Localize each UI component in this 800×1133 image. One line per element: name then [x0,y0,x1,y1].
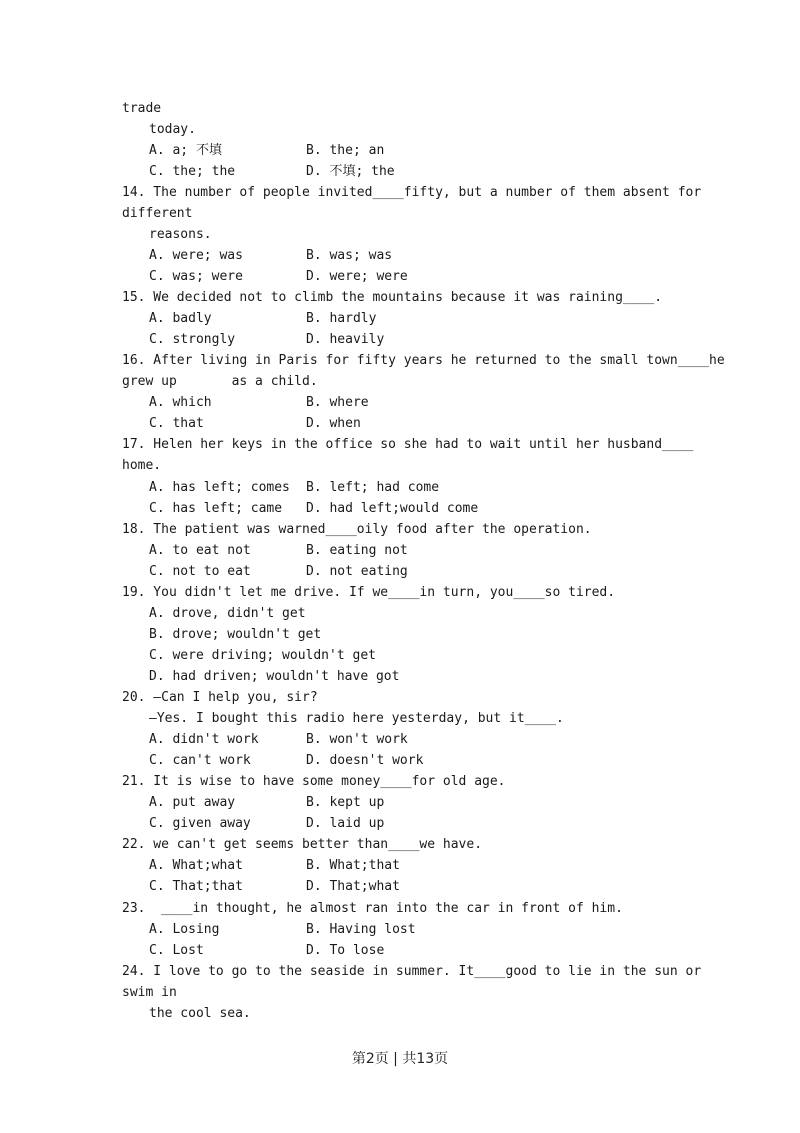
q15-option-c: C. strongly [149,332,236,347]
q16-option-b: B. where [306,395,369,410]
q20-option-d: D. doesn't work [306,753,424,768]
q21-option-a: A. put away [149,795,236,810]
q23-option-a: A. Losing [149,922,220,937]
q21-option-c: C. given away [149,816,251,831]
q13-continuation-line-1: trade [122,101,162,116]
q18-option-d: D. not eating [306,564,408,579]
q13-option-a: A. a; 不填 [149,143,222,158]
q19-option-c: C. were driving; wouldn't get [149,648,376,663]
q21-option-d: D. laid up [306,816,385,831]
q14-stem-line-3: reasons. [149,227,212,242]
q16-option-d: D. when [306,416,361,431]
q16-option-c: C. that [149,416,204,431]
q14-stem-line-2: different [122,206,193,221]
q17-option-b: B. left; had come [306,480,440,495]
q23-option-d: D. To lose [306,943,385,958]
q13-option-b: B. the; an [306,143,385,158]
q16-option-a: A. which [149,395,212,410]
q23-option-b: B. Having lost [306,922,416,937]
q20-stem-line-1: 20. —Can I help you, sir? [122,690,318,705]
q16-stem-line-1: 16. After living in Paris for fifty years he returned to the small town____he [122,353,725,368]
q20-option-a: A. didn't work [149,732,259,747]
q14-option-a: A. were; was [149,248,243,263]
q22-option-a: A. What;what [149,858,243,873]
q14-option-c: C. was; were [149,269,243,284]
q18-stem: 18. The patient was warned____oily food after the operation. [122,522,592,537]
q19-option-b: B. drove; wouldn't get [149,627,322,642]
q16-stem-line-2: grew up as a child. [122,374,318,389]
q20-stem-line-2: —Yes. I bought this radio here yesterday, but it____. [149,711,564,726]
q15-option-a: A. badly [149,311,212,326]
q17-stem-line-2: home. [122,458,162,473]
q21-stem: 21. It is wise to have some money____for old age. [122,774,506,789]
q15-option-d: D. heavily [306,332,385,347]
q17-option-a: A. has left; comes [149,480,290,495]
q18-option-c: C. not to eat [149,564,251,579]
q17-option-d: D. had left;would come [306,501,479,516]
q24-stem-line-2: swim in [122,985,177,1000]
q14-option-d: D. were; were [306,269,408,284]
q20-option-b: B. won't work [306,732,408,747]
q19-option-d: D. had driven; wouldn't have got [149,669,400,684]
q15-stem: 15. We decided not to climb the mountains because it was raining____. [122,290,663,305]
q21-option-b: B. kept up [306,795,385,810]
q22-option-b: B. What;that [306,858,400,873]
q24-stem-line-1: 24. I love to go to the seaside in summer. It____good to lie in the sun or [122,964,702,979]
q22-option-d: D. That;what [306,879,400,894]
q23-option-c: C. Lost [149,943,204,958]
q22-option-c: C. That;that [149,879,243,894]
q13-option-d: D. 不填; the [306,164,395,179]
q19-option-a: A. drove, didn't get [149,606,306,621]
q22-stem: 22. we can't get seems better than____we have. [122,837,483,852]
q17-option-c: C. has left; came [149,501,283,516]
q14-option-b: B. was; was [306,248,393,263]
q19-stem: 19. You didn't let me drive. If we____in turn, you____so tired. [122,585,616,600]
q15-option-b: B. hardly [306,311,377,326]
q20-option-c: C. can't work [149,753,251,768]
q23-stem: 23. ____in thought, he almost ran into the car in front of him. [122,901,623,916]
page-footer: 第2页 | 共13页 [351,1051,449,1067]
q17-stem-line-1: 17. Helen her keys in the office so she had to wait until her husband____ [122,437,694,452]
q18-option-a: A. to eat not [149,543,251,558]
q13-continuation-line-2: today. [149,122,196,137]
q18-option-b: B. eating not [306,543,408,558]
q24-stem-line-3: the cool sea. [149,1006,251,1021]
q13-option-c: C. the; the [149,164,236,179]
q14-stem-line-1: 14. The number of people invited____fifty, but a number of them absent for [122,185,702,200]
